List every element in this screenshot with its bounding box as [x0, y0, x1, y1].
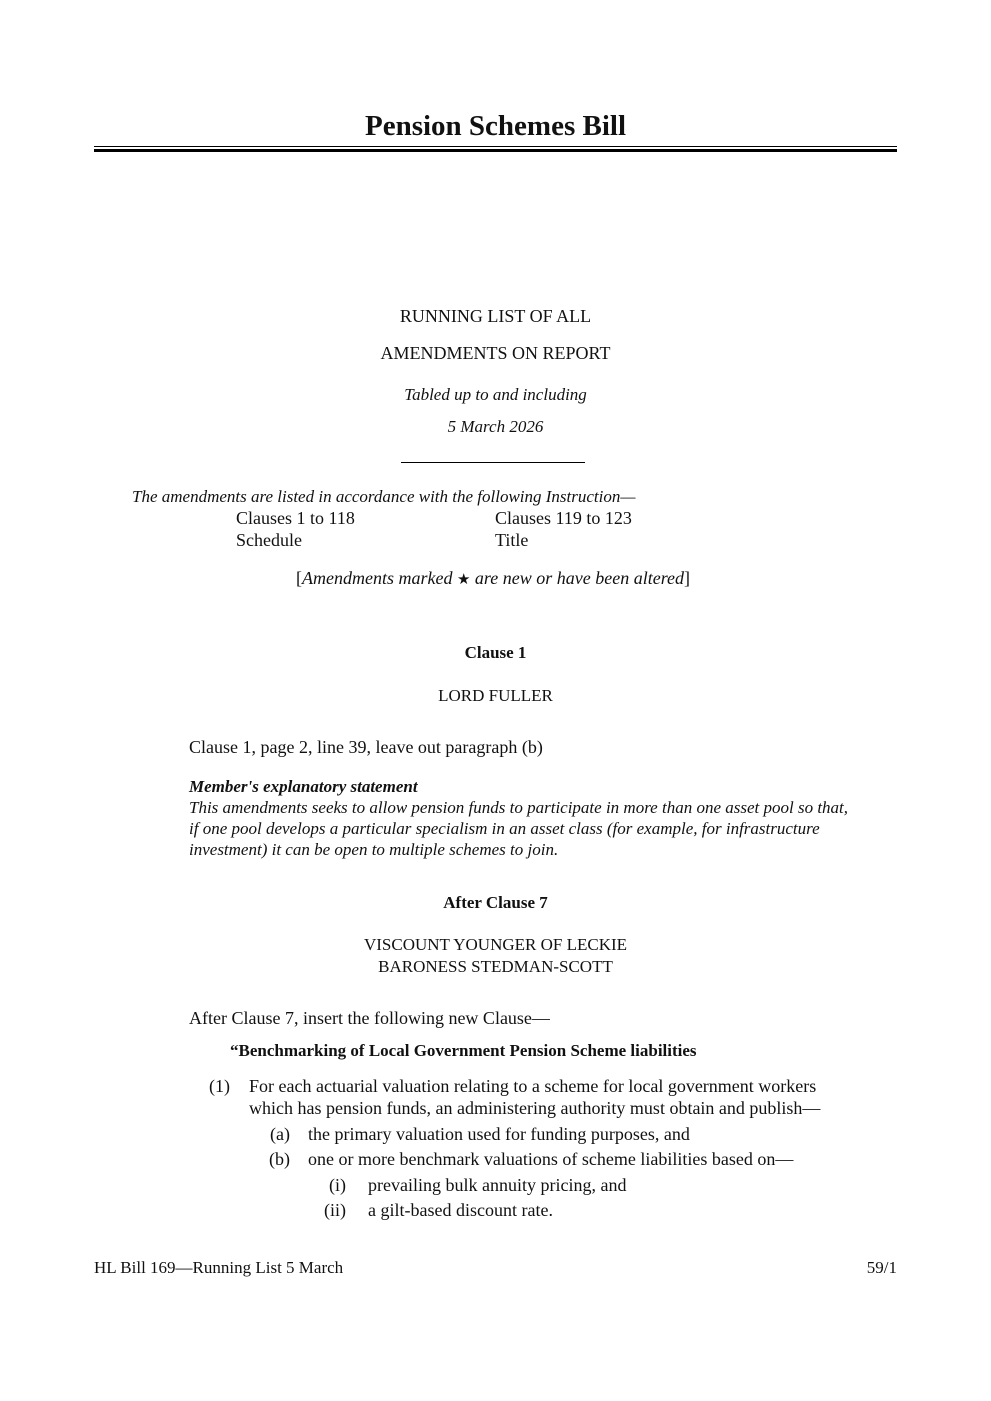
footer-bill-reference: HL Bill 169—Running List 5 March	[94, 1258, 344, 1277]
subparagraph-number: (ii)	[324, 1200, 346, 1220]
paragraph-text: the primary valuation used for funding purposes, and	[308, 1124, 690, 1144]
title-rule-thick	[94, 149, 897, 152]
subparagraph-text: a gilt-based discount rate.	[368, 1200, 553, 1220]
marker-note-close-bracket: ]	[684, 568, 691, 588]
explanatory-statement-line-3: investment) it can be open to multiple schemes to join.	[189, 840, 559, 859]
heading-line-2: AMENDMENTS ON REPORT	[380, 343, 611, 363]
instruction-item-clauses-1-118: Clauses 1 to 118	[236, 508, 355, 528]
explanatory-statement-line-1: This amendments seeks to allow pension funds to participate in more than one asset pool so that,	[189, 798, 849, 817]
marker-note-open-bracket: [	[296, 568, 302, 588]
marker-note-text-end: are new or have been altered	[470, 568, 685, 588]
subsection-number: (1)	[209, 1076, 230, 1096]
instruction-intro: The amendments are listed in accordance with the following Instruction—	[132, 487, 636, 506]
paragraph-text: one or more benchmark valuations of scheme liabilities based on—	[308, 1149, 794, 1169]
instruction-item-schedule: Schedule	[236, 530, 302, 550]
marker-note	[296, 567, 690, 590]
explanatory-statement-heading: Member's explanatory statement	[189, 777, 418, 796]
member-name: BARONESS STEDMAN-SCOTT	[378, 957, 613, 976]
instruction-item-title: Title	[495, 530, 529, 550]
star-icon: ★	[456, 570, 471, 588]
subparagraph-number: (i)	[329, 1175, 346, 1195]
bill-title: Pension Schemes Bill	[364, 110, 626, 142]
paragraph-number: (b)	[269, 1149, 290, 1169]
tabled-line-1: Tabled up to and including	[404, 385, 587, 404]
member-name: VISCOUNT YOUNGER OF LECKIE	[363, 935, 628, 954]
section-heading-after-clause-7: After Clause 7	[443, 893, 548, 912]
section-heading-clause-1: Clause 1	[464, 643, 527, 662]
subsection-line-2: which has pension funds, an administering authority must obtain and publish—	[249, 1098, 821, 1118]
explanatory-statement-line-2: if one pool develops a particular specialism in an asset class (for example, for infrastructure	[189, 819, 820, 838]
tabled-date: 5 March 2026	[447, 417, 544, 436]
heading-divider	[401, 462, 585, 463]
heading-line-1: RUNNING LIST OF ALL	[399, 306, 592, 326]
amendment-text: After Clause 7, insert the following new Clause—	[189, 1008, 550, 1028]
subsection-line-1: For each actuarial valuation relating to a scheme for local government workers	[249, 1076, 817, 1096]
instruction-item-clauses-119-123: Clauses 119 to 123	[495, 508, 632, 528]
marker-note-text-start: Amendments marked	[302, 568, 457, 588]
new-clause-title: “Benchmarking of Local Government Pension Scheme liabilities	[230, 1041, 697, 1060]
title-rule-thin	[94, 146, 897, 147]
amendment-text: Clause 1, page 2, line 39, leave out paragraph (b)	[189, 737, 543, 757]
subparagraph-text: prevailing bulk annuity pricing, and	[368, 1175, 627, 1195]
member-name: LORD FULLER	[438, 686, 553, 705]
paragraph-number: (a)	[270, 1124, 290, 1144]
footer-page-number: 59/1	[866, 1258, 897, 1277]
